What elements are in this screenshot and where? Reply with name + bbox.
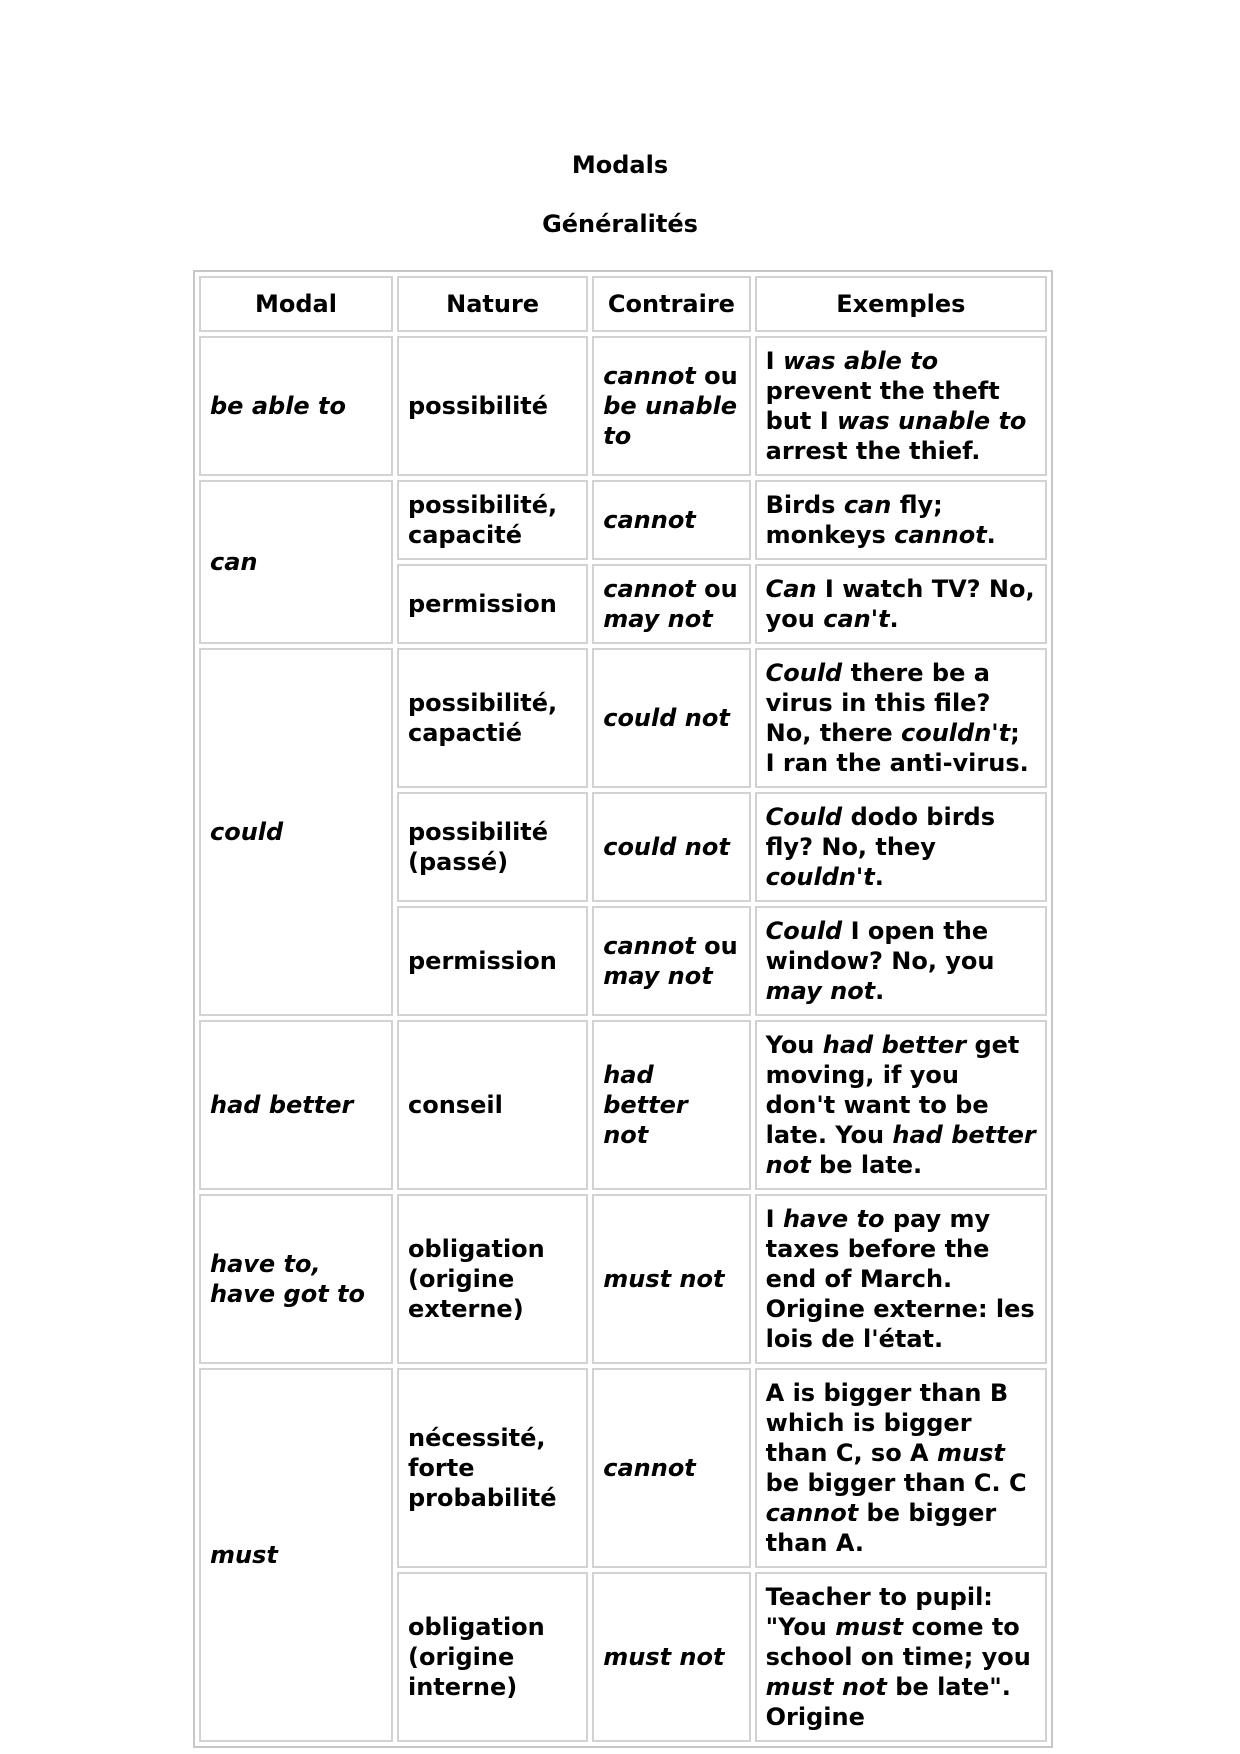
cell-contraire: cannot ou be unable to — [592, 336, 750, 476]
cell-exemple: A is bigger than B which is bigger than C, so A must be bigger than C. C cannot be bigger than A. — [755, 1368, 1047, 1568]
table-row — [199, 480, 1047, 560]
italic-modal-phrase: must not — [765, 1673, 887, 1701]
modals-table — [193, 270, 1053, 1748]
cell-modal: must — [199, 1368, 393, 1742]
cell-modal: be able to — [199, 336, 393, 476]
cell-contraire — [592, 1368, 750, 1568]
cell-exemple: Can I watch TV? No, you can't. — [755, 564, 1047, 644]
table-row — [199, 1368, 1047, 1568]
italic-modal-phrase: may not — [765, 977, 876, 1005]
cell-exemple: You had better get moving, if you don't want to be late. You had better not be late. — [755, 1020, 1047, 1190]
cell-nature: permission — [397, 906, 588, 1016]
italic-modal-phrase: cannot — [603, 932, 696, 960]
cell-modal: can — [199, 480, 393, 644]
italic-modal-phrase: had better not — [603, 1061, 688, 1149]
cell-contraire — [592, 648, 750, 788]
cell-nature: obligation (origine externe) — [397, 1194, 588, 1364]
cell-exemple: I have to pay my taxes before the end of March. Origine externe: les lois de l'état. — [755, 1194, 1047, 1364]
italic-modal-phrase: couldn't — [765, 863, 875, 891]
italic-modal-phrase: Could — [765, 803, 843, 831]
cell-contraire: cannot ou may not — [592, 564, 750, 644]
cell-exemple: Birds can fly; monkeys cannot. — [755, 480, 1047, 560]
italic-modal-phrase: must — [835, 1613, 904, 1641]
italic-modal-phrase: cannot — [765, 1499, 859, 1527]
cell-exemple: Could I open the window? No, you may not. — [755, 906, 1047, 1016]
italic-modal-phrase: must not — [603, 1265, 725, 1293]
italic-modal-phrase: had better not — [765, 1121, 1036, 1179]
cell-contraire — [592, 480, 750, 560]
italic-modal-phrase: Could — [765, 917, 843, 945]
italic-modal-phrase: Can — [765, 575, 817, 603]
cell-nature: permission — [397, 564, 588, 644]
cell-exemple: Could dodo birds fly? No, they couldn't. — [755, 792, 1047, 902]
italic-modal-phrase: must — [936, 1439, 1005, 1467]
italic-modal-phrase: was unable to — [837, 407, 1027, 435]
cell-contraire — [592, 1194, 750, 1364]
italic-modal-phrase: was able to — [782, 347, 939, 375]
cell-exemple: Teacher to pupil: "You must come to school on time; you must not be late". Origine — [755, 1572, 1047, 1742]
italic-modal-phrase: couldn't — [901, 719, 1011, 747]
italic-modal-phrase: may not — [603, 605, 713, 633]
italic-modal-phrase: cannot — [603, 575, 696, 603]
italic-modal-phrase: must not — [603, 1643, 725, 1671]
cell-modal: had better — [199, 1020, 393, 1190]
table-row — [199, 648, 1047, 788]
header-contraire: Contraire — [592, 276, 750, 332]
document-title: Modals — [571, 151, 669, 179]
italic-modal-phrase: can't — [823, 605, 890, 633]
cell-modal: have to, have got to — [199, 1194, 393, 1364]
cell-modal: could — [199, 648, 393, 1016]
italic-modal-phrase: could not — [603, 833, 730, 861]
cell-nature: obligation (origine interne) — [397, 1572, 588, 1742]
italic-modal-phrase: cannot — [894, 521, 987, 549]
cell-contraire: cannot ou may not — [592, 906, 750, 1016]
table-row — [199, 1194, 1047, 1364]
table-header-row — [199, 276, 1047, 332]
document-subtitle: Généralités — [542, 210, 698, 238]
italic-modal-phrase: may not — [603, 962, 713, 990]
cell-nature: possibilité, capactié — [397, 648, 588, 788]
cell-exemple: I was able to prevent the theft but I was unable to arrest the thief. — [755, 336, 1047, 476]
cell-nature: possibilité — [397, 336, 588, 476]
cell-contraire — [592, 792, 750, 902]
italic-modal-phrase: had better — [822, 1031, 967, 1059]
italic-modal-phrase: cannot — [603, 506, 696, 534]
cell-contraire — [592, 1020, 750, 1190]
cell-nature: possibilité (passé) — [397, 792, 588, 902]
table-row — [199, 1020, 1047, 1190]
cell-nature: possibilité, capacité — [397, 480, 588, 560]
cell-exemple: Could there be a virus in this file? No, there couldn't; I ran the anti-virus. — [755, 648, 1047, 788]
header-exemples: Exemples — [755, 276, 1047, 332]
italic-modal-phrase: have to — [782, 1205, 885, 1233]
italic-modal-phrase: could not — [603, 704, 730, 732]
italic-modal-phrase: be unable to — [603, 392, 738, 450]
italic-modal-phrase: Could — [765, 659, 843, 687]
header-modal: Modal — [199, 276, 393, 332]
cell-nature: nécessité, forte probabilité — [397, 1368, 588, 1568]
table-row — [199, 336, 1047, 476]
cell-contraire — [592, 1572, 750, 1742]
italic-modal-phrase: can — [843, 491, 892, 519]
italic-modal-phrase: cannot — [603, 362, 696, 390]
cell-nature: conseil — [397, 1020, 588, 1190]
italic-modal-phrase: cannot — [603, 1454, 696, 1482]
header-nature: Nature — [397, 276, 588, 332]
